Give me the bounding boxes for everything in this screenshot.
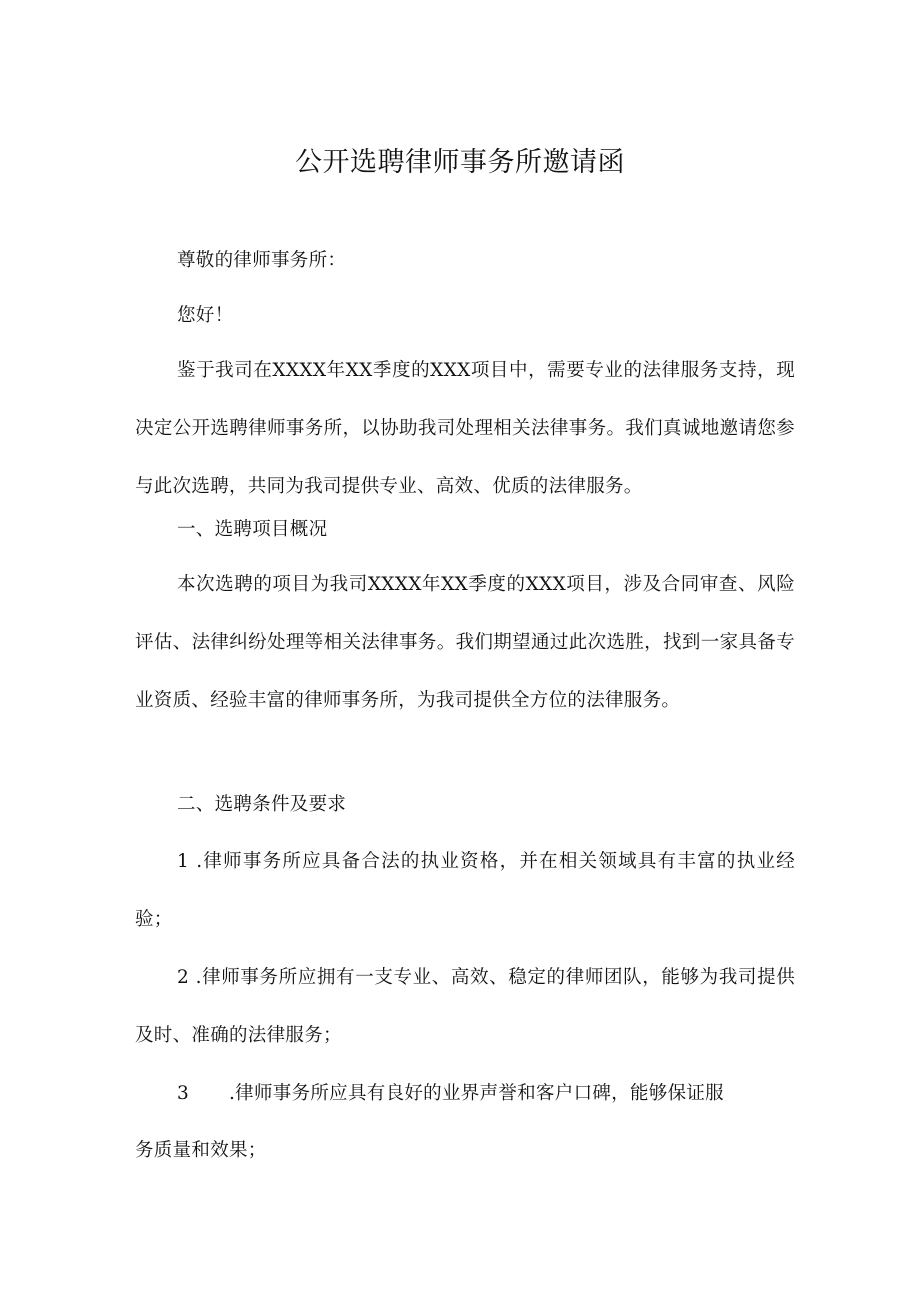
document-title: 公开选聘律师事务所邀请函 <box>295 147 625 178</box>
section-heading-requirements: 二、选聘条件及要求 <box>177 794 347 815</box>
requirement-item-3-number: 3 <box>177 1083 189 1104</box>
salutation: 尊敬的律师事务所： <box>177 250 347 271</box>
requirement-item-3-line-2: 务质量和效果； <box>135 1140 267 1161</box>
requirement-item-3-line-1: .律师事务所应具有良好的业界声誉和客户口碑，能够保证服 <box>229 1083 724 1104</box>
overview-paragraph: 本次选聘的项目为我司XXXX年XX季度的XXX项目，涉及合同审查、风险评估、法律纠纷处理等相关法律事务。我们期望通过此次选胜，找到一家具备专业资质、经验丰富的律师事务所，为我司提供全方位的法律服务。 <box>135 574 795 711</box>
greeting: 您好！ <box>177 305 234 326</box>
requirement-item-1: 1 .律师事务所应具备合法的执业资格，并在相关领域具有丰富的执业经验； <box>135 851 795 930</box>
requirement-item-2: 2 .律师事务所应拥有一支专业、高效、稳定的律师团队，能够为我司提供及时、准确的法律服务； <box>135 967 795 1046</box>
intro-paragraph: 鉴于我司在XXXX年XX季度的XXX项目中，需要专业的法律服务支持，现决定公开选聘律师事务所，以协助我司处理相关法律事务。我们真诚地邀请您参与此次选聘，共同为我司提供专业、高效、优质的法律服务。 <box>135 360 795 497</box>
section-heading-overview: 一、选聘项目概况 <box>177 519 328 540</box>
